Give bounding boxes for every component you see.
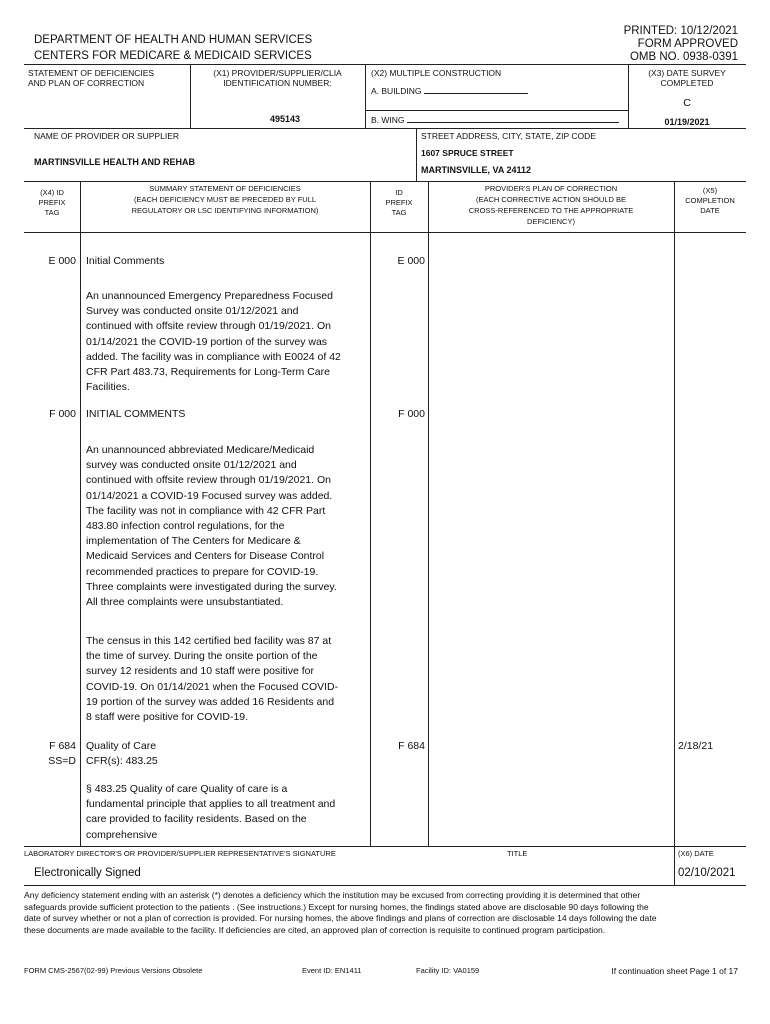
x4-header-3: TAG — [44, 208, 60, 217]
column-divider — [674, 181, 675, 846]
e000-prefix-tag: E 000 — [48, 255, 76, 267]
x1-label-2: IDENTIFICATION NUMBER: — [223, 78, 332, 88]
f000-text-2: The census in this 142 certified bed facility was 87 at the time of survey. During the onsite portion of the survey 12 residents and 10 staff were positive for COVID-19. On 01/14/2021 when the Focused COVID-19 portion of the survey was added 16 Residents and 8 staff were positive for COVID-19. — [86, 635, 339, 724]
x5-header-2: COMPLETION — [685, 196, 735, 205]
plan-header-2: (EACH CORRECTIVE ACTION SHOULD BE — [475, 195, 627, 204]
f684-title: Quality of Care — [86, 740, 157, 752]
x6-date-label: (X6) DATE — [678, 849, 714, 858]
column-header-bottom-border — [24, 232, 746, 233]
f684-prefix-tag: F 684 — [49, 740, 76, 752]
street-address: 1607 SPRUCE STREET — [421, 148, 514, 158]
summary-header: SUMMARY STATEMENT OF DEFICIENCIES — [149, 184, 301, 193]
facility-id: Facility ID: VA0159 — [416, 966, 480, 975]
summary-header-2: (EACH DEFICIENCY MUST BE PRECEDED BY FULL — [133, 195, 317, 204]
summary-header-3: REGULATORY OR LSC IDENTIFYING INFORMATION) — [131, 206, 319, 215]
signature-date-divider — [674, 846, 675, 885]
building-underline — [424, 84, 528, 94]
agency-name: CENTERS FOR MEDICARE & MEDICAID SERVICES — [34, 50, 312, 62]
printed-date: PRINTED: 10/12/2021 — [623, 25, 738, 37]
wing-label: B. WING — [371, 115, 405, 125]
department-name: DEPARTMENT OF HEALTH AND HUMAN SERVICES — [34, 34, 313, 46]
survey-date: 01/19/2021 — [664, 117, 710, 127]
wing-field — [371, 113, 619, 126]
x4-header: (X4) ID — [40, 188, 64, 197]
f000-title: INITIAL COMMENTS — [86, 408, 186, 420]
f000-prefix-tag: F 000 — [49, 408, 76, 420]
address-label: STREET ADDRESS, CITY, STATE, ZIP CODE — [421, 131, 596, 141]
statement-label-2: AND PLAN OF CORRECTION — [28, 78, 145, 88]
signature-top-border — [24, 846, 746, 847]
id-header-3: TAG — [391, 208, 407, 217]
column-divider — [80, 181, 81, 846]
signature-bottom-border — [24, 885, 746, 886]
plan-header-3: CROSS-REFERENCED TO THE APPROPRIATE — [468, 206, 634, 215]
id-header-2: PREFIX — [385, 198, 413, 207]
title-label: TITLE — [507, 849, 528, 858]
f000-text-1: An unannounced abbreviated Medicare/Medicaid survey was conducted onsite 01/12/2021 and continued with offsite review through 01/19/2021. On 01/14/2021 a COVID-19 Focused survey was added. The facility was not in compliance with 42 CFR Part 483.80 infection control regulations, for the implementation of The Centers for Medicare & Medicaid Services and Centers for Disease Control recommended practices to prepare for COVID-19. Three complaints were investigated during the survey. All three complaints were unsubstantiated. — [86, 444, 337, 609]
plan-header-4: DEFICIENCY) — [527, 217, 575, 226]
x3-label-2: COMPLETED — [660, 78, 714, 88]
city-state-zip: MARTINSVILLE, VA 24112 — [421, 165, 532, 175]
building-field — [371, 84, 528, 97]
provider-name: MARTINSVILLE HEALTH AND REHAB — [34, 157, 195, 167]
f684-id-tag: F 684 — [398, 740, 425, 752]
id-header: ID — [395, 188, 403, 197]
provider-name-label: NAME OF PROVIDER OR SUPPLIER — [34, 131, 179, 141]
f684-completion-date: 2/18/21 — [678, 740, 714, 752]
signature-date: 02/10/2021 — [678, 867, 736, 879]
signature-label: LABORATORY DIRECTOR'S OR PROVIDER/SUPPLIER REPRESENTATIVE'S SIGNATURE — [24, 849, 336, 858]
building-label: A. BUILDING — [371, 86, 422, 96]
page-number: If continuation sheet Page 1 of 17 — [611, 966, 738, 976]
f684-scope-severity: SS=D — [48, 755, 76, 767]
x2-label: (X2) MULTIPLE CONSTRUCTION — [371, 68, 502, 78]
x3-label: (X3) DATE SURVEY — [648, 68, 726, 78]
x4-header-2: PREFIX — [38, 198, 66, 207]
wing-underline — [407, 113, 619, 123]
column-header-top-border — [24, 181, 746, 182]
provider-id-number: 495143 — [269, 114, 301, 124]
wing-divider — [365, 110, 628, 111]
survey-code: C — [683, 97, 691, 109]
e000-id-tag: E 000 — [397, 255, 425, 267]
f684-text: § 483.25 Quality of care Quality of care is a fundamental principle that applies to all treatment and care provided to facility residents. Based on the comprehensive — [86, 783, 336, 841]
plan-header: PROVIDER'S PLAN OF CORRECTION — [484, 184, 618, 193]
deficiency-notice: Any deficiency statement ending with an asterisk (*) denotes a deficiency which the institution may be excused from correcting providing it is determined that other safeguards provide sufficient protection to the patients . (See instructions.) Except for nursing homes, the findings stated above are disclosable 90 days following the date of survey whether or not a plan of correction is provided. For nursing homes, the above findings and plans of correction are disclosable 14 days following the date these documents are made available to the facility. If deficiencies are cited, an approved plan of correction is requisite to continued program participation. — [24, 890, 657, 935]
signature-value: Electronically Signed — [34, 867, 141, 879]
x1-label: (X1) PROVIDER/SUPPLIER/CLIA — [213, 68, 342, 78]
statement-label: STATEMENT OF DEFICIENCIES — [28, 68, 155, 78]
f000-id-tag: F 000 — [398, 408, 425, 420]
column-divider — [428, 181, 429, 846]
form-approved: FORM APPROVED — [637, 38, 738, 50]
x5-header-3: DATE — [700, 206, 720, 215]
e000-text: An unannounced Emergency Preparedness Focused Survey was conducted onsite 01/12/2021 and continued with offsite review through 01/19/2021. On 01/14/2021 the COVID-19 portion of the survey was added. The facility was in compliance with E0024 of 42 CFR Part 483.73, Requirements for Long-Term Care Facilities. — [86, 290, 341, 394]
top-box-bottom-border — [24, 128, 746, 129]
e000-title: Initial Comments — [86, 255, 165, 267]
form-number: FORM CMS-2567(02-99) Previous Versions Obsolete — [24, 966, 203, 975]
x5-header: (X5) — [702, 186, 718, 195]
f684-cfr: CFR(s): 483.25 — [86, 755, 158, 767]
top-box-border — [24, 64, 746, 65]
provider-divider — [416, 128, 417, 181]
omb-number: OMB NO. 0938-0391 — [629, 51, 738, 63]
event-id: Event ID: EN1411 — [302, 966, 362, 975]
